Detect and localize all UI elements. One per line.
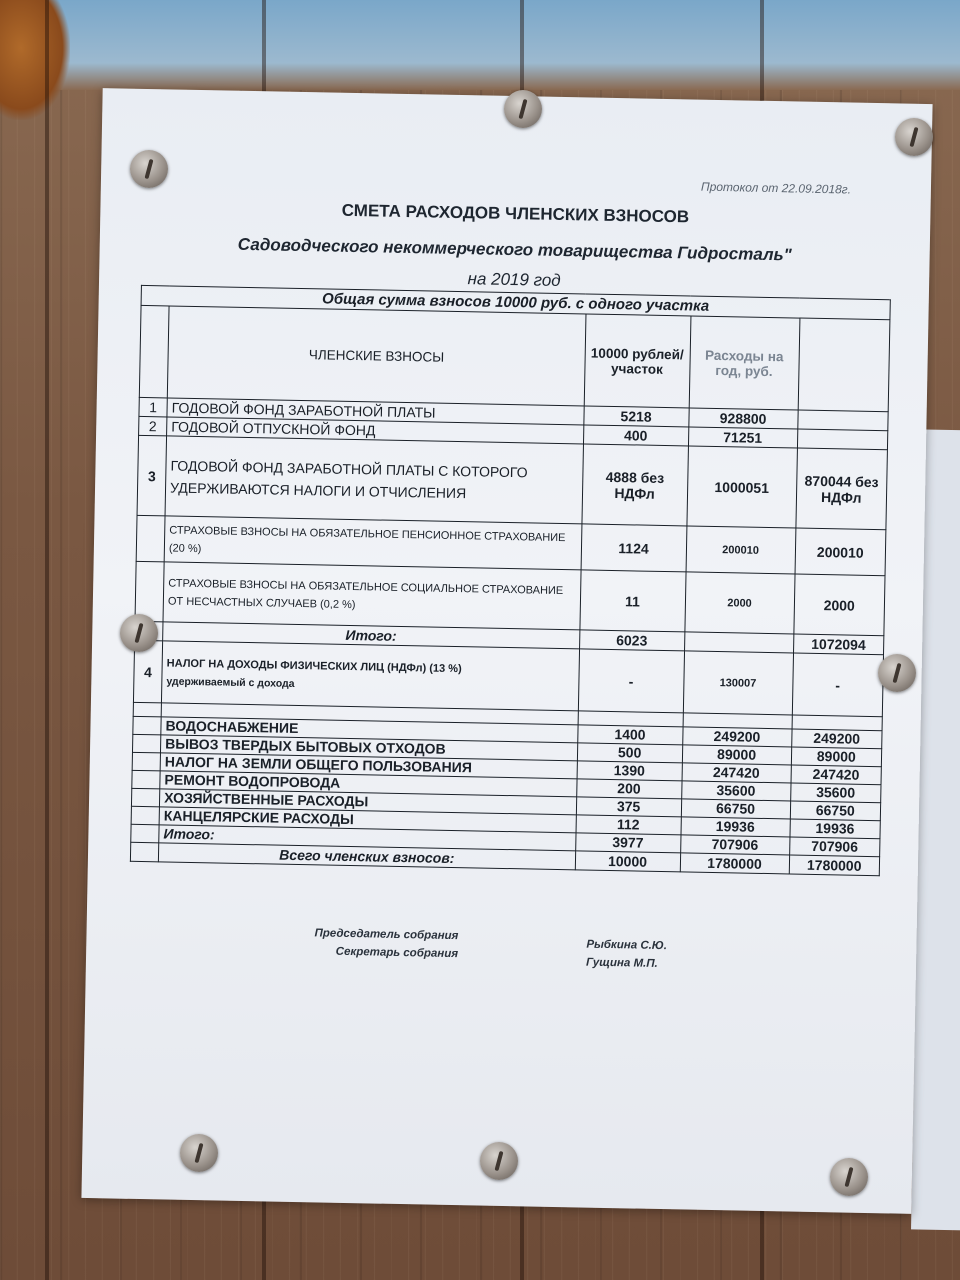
protocol-date: Протокол от 22.09.2018г. [700,179,852,197]
plank-gap [45,0,49,1280]
subtotal-row: Итого: 3977 707906 707906 [131,824,880,856]
table-row: ВОДОСНАБЖЕНИЕ 1400 249200 249200 [133,716,882,748]
table-row: КАНЦЕЛЯРСКИЕ РАСХОДЫ 112 19936 19936 [131,806,880,838]
table-row: 2 ГОДОВОЙ ОТПУСКНОЙ ФОНД 400 71251 [139,416,888,449]
table-row: 3 ГОДОВОЙ ФОНД ЗАРАБОТНОЙ ПЛАТЫ С КОТОРОГО УДЕРЖИВАЮТСЯ НАЛОГИ И ОТЧИСЛЕНИЯ 4888 без НДФл 1000051 870044 без НДФл [137,435,887,529]
column-header-per-plot: 10000 рублей/ участок [584,314,691,408]
thumbtack-icon [480,1142,518,1180]
chair-role: Председатель собрания [314,927,459,943]
budget-table [130,285,891,876]
table-row-ndfl: 4 НАЛОГ НА ДОХОДЫ ФИЗИЧЕСКИХ ЛИЦ (НДФл) (13 %) удерживаемый с дохода - 130007 - [133,640,883,716]
autumn-leaves [0,0,70,120]
window-reflection [0,0,960,90]
thumbtack-icon [504,90,542,128]
thumbtack-icon [878,654,916,692]
secretary-name: Гущина М.П. [585,956,658,970]
table-row: СТРАХОВЫЕ ВЗНОСЫ НА ОБЯЗАТЕЛЬНОЕ ПЕНСИОННОЕ СТРАХОВАНИЕ (20 %) 1124 200010 200010 [136,515,886,575]
document-title: СМЕТА РАСХОДОВ ЧЛЕНСКИХ ВЗНОСОВ [341,200,690,227]
thumbtack-icon [895,118,933,156]
thumbtack-icon [180,1134,218,1172]
table-row: НАЛОГ НА ЗЕМЛИ ОБЩЕГО ПОЛЬЗОВАНИЯ 1390 247420 247420 [132,752,881,784]
table-row: 1 ГОДОВОЙ ФОНД ЗАРАБОТНОЙ ПЛАТЫ 5218 928800 [139,397,888,430]
grand-total-row: Всего членских взносов: 10000 1780000 1780000 [130,842,879,875]
chair-name: Рыбкина С.Ю. [586,938,668,953]
subtotal-row: Итого: 6023 1072094 [135,621,884,654]
table-row: ХОЗЯЙСТВЕННЫЕ РАСХОДЫ 375 66750 66750 [131,788,880,820]
column-header-row [139,305,890,411]
table-row: СТРАХОВЫЕ ВЗНОСЫ НА ОБЯЗАТЕЛЬНОЕ СОЦИАЛЬНОЕ СТРАХОВАНИЕ ОТ НЕСЧАСТНЫХ СЛУЧАЕВ (0,2 %) 11 2000 2000 [135,561,885,635]
signature-roles [314,924,459,963]
organization-name: Садоводческого некоммерческого товарищества Гидросталь" [237,234,792,265]
signature-names [586,936,667,974]
total-contribution-header: Общая сумма взносов 10000 руб. с одного участка [141,285,890,319]
secretary-role: Секретарь собрания [335,945,459,961]
column-header-annual: Расходы на год, руб. [689,316,800,410]
thumbtack-icon [130,150,168,188]
budget-year: на 2019 год [467,269,561,290]
thumbtack-icon [830,1158,868,1196]
table-row: РЕМОНТ ВОДОПРОВОДА 200 35600 35600 [132,770,881,802]
table-row: ВЫВОЗ ТВЕРДЫХ БЫТОВЫХ ОТХОДОВ 500 89000 89000 [132,734,881,766]
thumbtack-icon [120,614,158,652]
notice-sheet [81,88,932,1214]
column-header-name: ЧЛЕНСКИЕ ВЗНОСЫ [167,306,585,406]
